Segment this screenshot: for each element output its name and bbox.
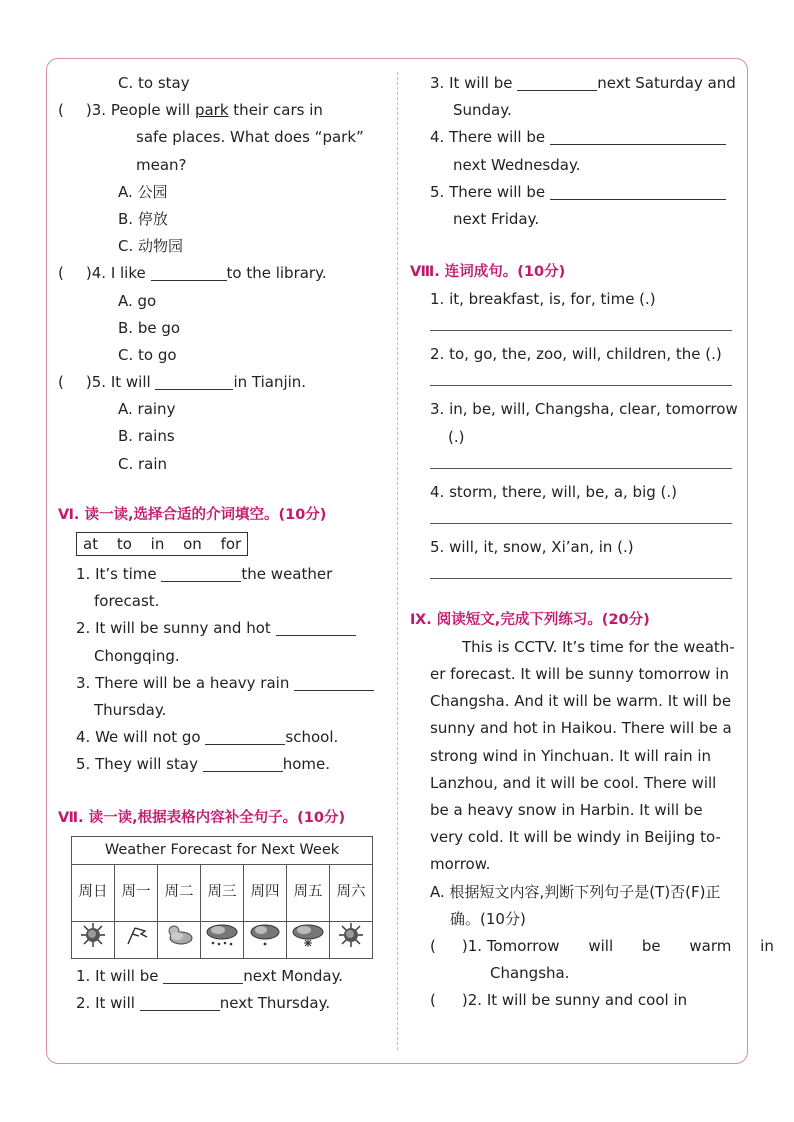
scramble-item: 1. it, breakfast, is, for, time (.) [430,290,656,309]
scramble-item: 5. will, it, snow, Xi’an, in (.) [430,537,634,556]
option: C. to stay [118,74,190,92]
part-a-instruction: A. 根据短文内容,判断下列句子是(T)否(F)正 [430,882,721,901]
tf-question-1: ( )1. Tomorrow will be warm in [430,936,774,955]
rain-icon [201,921,244,958]
day-cell: 周四 [244,864,287,921]
question-4: ( )4. I like to the library. [58,264,327,283]
section-9-title: Ⅸ. 阅读短文,完成下列练习。(20分) [410,611,650,628]
answer-blank[interactable] [517,74,597,91]
answer-line[interactable] [430,365,732,386]
tf-question-2: ( )2. It will be sunny and cool in [430,991,688,1010]
day-cell: 周六 [330,864,373,921]
fill-item: 2. It will next Thursday. [76,994,331,1013]
fill-item: 5. They will stay home. [76,755,331,774]
snow-icon [287,921,330,958]
fill-item: 5. There will be [410,179,740,206]
fill-item: 1. It’s time the weather [76,565,333,583]
fill-item: 2. It will be sunny and hot [58,615,384,642]
answer-line[interactable] [430,448,732,469]
answer-blank[interactable] [163,967,243,984]
answer-line[interactable] [430,310,732,331]
question-3: ( )3. People will park their cars in [58,101,323,120]
answer-line[interactable] [430,503,732,524]
fill-item: 4. There will be [410,124,740,151]
reading-passage: This is CCTV. It’s time for the weath- er forecast. It will be sunny tomorrow in Changsha. And it will be warm. It will be sunny and hot in Haikou. There will be a strong wind in Yinchuan. It will rain in Lanzhou, and it will be cool. There will be a heavy snow in Harbin. It will be very cold. It will be windy in Beijing to- morrow. [430,637,735,874]
option: B. be go [118,318,181,337]
answer-blank[interactable] [550,183,726,200]
table-title: Weather Forecast for Next Week [72,836,373,864]
section-8-title: Ⅷ. 连词成句。(10分) [410,264,566,281]
section-6-title: Ⅵ. 读一读,选择合适的介词填空。(10分) [58,506,327,523]
fill-item: 1. It will be next Monday. [76,967,344,986]
left-column: C. to stay ( )3. People will park their cars in safe places. What does “park” mean? A. 公园 B. 停放 C. 动物园 ( )4. I like to the library. A. go B. be go C. to go ( )5. It will in Tianjin. A. rainy B. rains C. rain Ⅵ. 读一读,选择合适的介词填空。(10分) at to in on for 1. It’s time the weather forecast. 2. It will be sunny and hot Chongqing. 3. There will be a heavy rain Thursday. 4. We will not go school. 5. They will stay home. Ⅶ. 读一读,根据表格内容补全句子。(10分) Weather Forecast for Next Week 周日 周一 周二 周三 周四 周五 周六 1. It will be next Monday. 2. It will next Thursday. [58,70,384,1017]
light-rain-icon [244,921,287,958]
answer-blank[interactable] [155,373,233,390]
option: B. rains [118,427,175,446]
column-divider [397,72,398,1050]
day-cell: 周五 [287,864,330,921]
day-cell: 周一 [115,864,158,921]
answer-blank[interactable] [205,728,285,745]
answer-blank[interactable] [161,565,241,582]
weather-table [71,836,373,959]
option: A. 公园 [118,182,168,201]
scramble-item: 3. in, be, will, Changsha, clear, tomorrow [430,400,738,419]
day-cell: 周二 [158,864,201,921]
option: C. rain [118,454,168,473]
answer-line[interactable] [430,558,732,579]
wind-icon [115,921,158,958]
fill-item: 3. It will be next Saturday and [430,74,736,92]
day-cell: 周三 [201,864,244,921]
option: C. to go [118,345,177,364]
underlined-word: park [194,101,229,120]
answer-blank[interactable] [276,619,356,636]
fill-item: 4. We will not go school. [76,728,339,747]
scramble-item: 2. to, go, the, zoo, will, children, the (.) [430,345,722,364]
option: A. rainy [118,400,176,419]
option: B. 停放 [118,209,168,228]
cloudy-icon [158,921,201,958]
answer-blank[interactable] [550,128,726,145]
answer-blank[interactable] [294,674,374,691]
question-5: ( )5. It will in Tianjin. [58,373,307,392]
word-bank: at to in on for [76,532,248,556]
scramble-item: 4. storm, there, will, be, a, big (.) [430,482,678,501]
right-column: 3. It will be next Saturday and Sunday. 4. There will be next Wednesday. 5. There will be next Friday. Ⅷ. 连词成句。(10分) 1. it, breakfast, is, for, time (.) 2. to, go, the, zoo, will, children, the (.) 3. in, be, will, Changsha, clear, tomorrow (.) 4. storm, there, will, be, a, big (.) 5. will, it, snow, Xi’an, in (.) Ⅸ. 阅读短文,完成下列练习。(20分) This is CCTV. It’s time for the weath- er forecast. It will be sunny tomorrow in Changsha. And it will be warm. It will be sunny and hot in Haikou. There will be a strong wind in Yinchuan. It will rain in Lanzhou, and it will be cool. There will be a heavy snow in Harbin. It will be very cold. It will be windy in Beijing to- morrow. A. 根据短文内容,判断下列句子是(T)否(F)正 确。(10分) ( )1. Tomorrow will be warm in Changsha. ( )2. It will be sunny and cool in [410,70,740,1014]
day-cell: 周日 [72,864,115,921]
answer-blank[interactable] [151,264,227,281]
answer-blank[interactable] [203,755,283,772]
sun-icon [330,921,373,958]
option: A. go [118,291,157,310]
sun-icon [72,921,115,958]
answer-blank[interactable] [140,994,220,1011]
option: C. 动物园 [118,237,184,256]
fill-item: 3. There will be a heavy rain [58,670,384,697]
section-7-title: Ⅶ. 读一读,根据表格内容补全句子。(10分) [58,809,346,826]
